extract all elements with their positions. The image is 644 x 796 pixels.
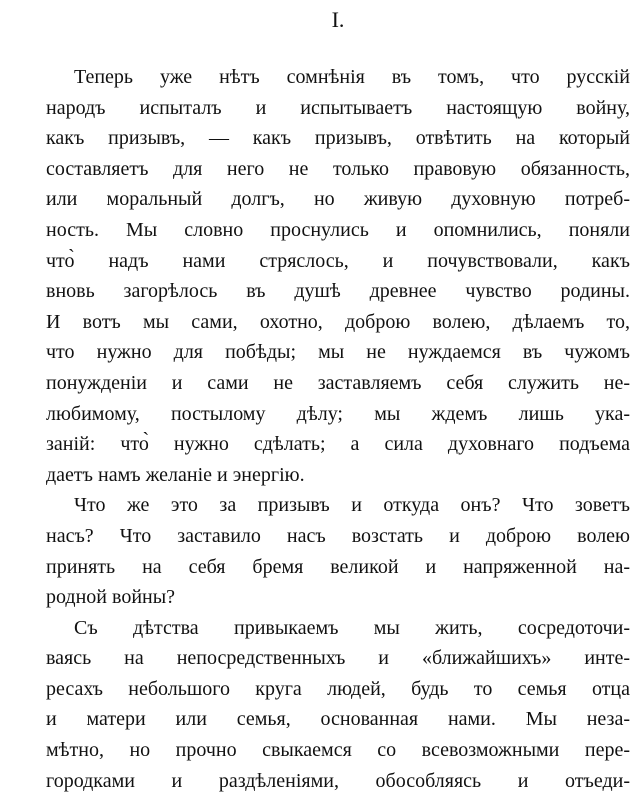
text-line: заній: что̀ нужно сдѣлать; а сила духовнаго подъема — [46, 433, 630, 456]
paragraph-3 — [46, 613, 630, 796]
text-line: что̀ надъ нами стряслось, и почувствовали, какъ — [46, 249, 630, 272]
text-line: что нужно для побѣды; мы не нуждаемся въ чужомъ — [46, 341, 630, 364]
text-line: какъ призывъ, — какъ призывъ, отвѣтить на который — [46, 127, 630, 150]
text-line: составляетъ для него не только правовую обязанность, — [46, 157, 630, 180]
paragraph-2 — [46, 490, 630, 612]
text-line: ваясь на непосредственныхъ и «ближайшихъ» инте- — [46, 647, 630, 670]
text-line: любимому, постылому дѣлу; мы ждемъ лишь ука- — [46, 402, 630, 425]
text-line: даетъ намъ желаніе и энергію. — [46, 463, 305, 486]
text-line: мѣтно, но прочно свыкаемся со всевозможными пере- — [46, 739, 630, 762]
paragraph-1 — [46, 62, 630, 490]
text-line: Теперь уже нѣтъ сомнѣнія въ томъ, что русскій — [74, 66, 630, 88]
text-line: понужденіи и сами не заставляемъ себя служить не- — [46, 371, 630, 394]
text-line: и матери или семья, основанная нами. Мы неза- — [46, 708, 630, 731]
text-line: городками и раздѣленіями, обособляясь и отъеди- — [46, 769, 630, 792]
text-line: насъ? Что заставило насъ возстать и доброю волею — [46, 524, 630, 547]
text-line: народъ испыталъ и испытываетъ настоящую войну, — [46, 96, 630, 119]
text-line: родной войны? — [46, 586, 176, 609]
text-line: принять на себя бремя великой и напряженной на- — [46, 555, 630, 578]
chapter-number: I. — [331, 7, 345, 32]
text-line: ность. Мы словно проснулись и опомнились, поняли — [46, 218, 630, 241]
text-line: Что же это за призывъ и откуда онъ? Что зоветъ — [74, 494, 630, 517]
text-line: Съ дѣтства привыкаемъ мы жить, сосредоточи- — [74, 616, 630, 639]
text-line: И вотъ мы сами, охотно, доброю волею, дѣлаемъ то, — [46, 310, 630, 333]
text-line: ресахъ небольшого круга людей, будь то семья отца — [46, 677, 630, 700]
text-line: вновь загорѣлось въ душѣ древнее чувство родины. — [46, 280, 630, 303]
text-line: или моральный долгъ, но живую духовную потреб- — [46, 188, 630, 211]
